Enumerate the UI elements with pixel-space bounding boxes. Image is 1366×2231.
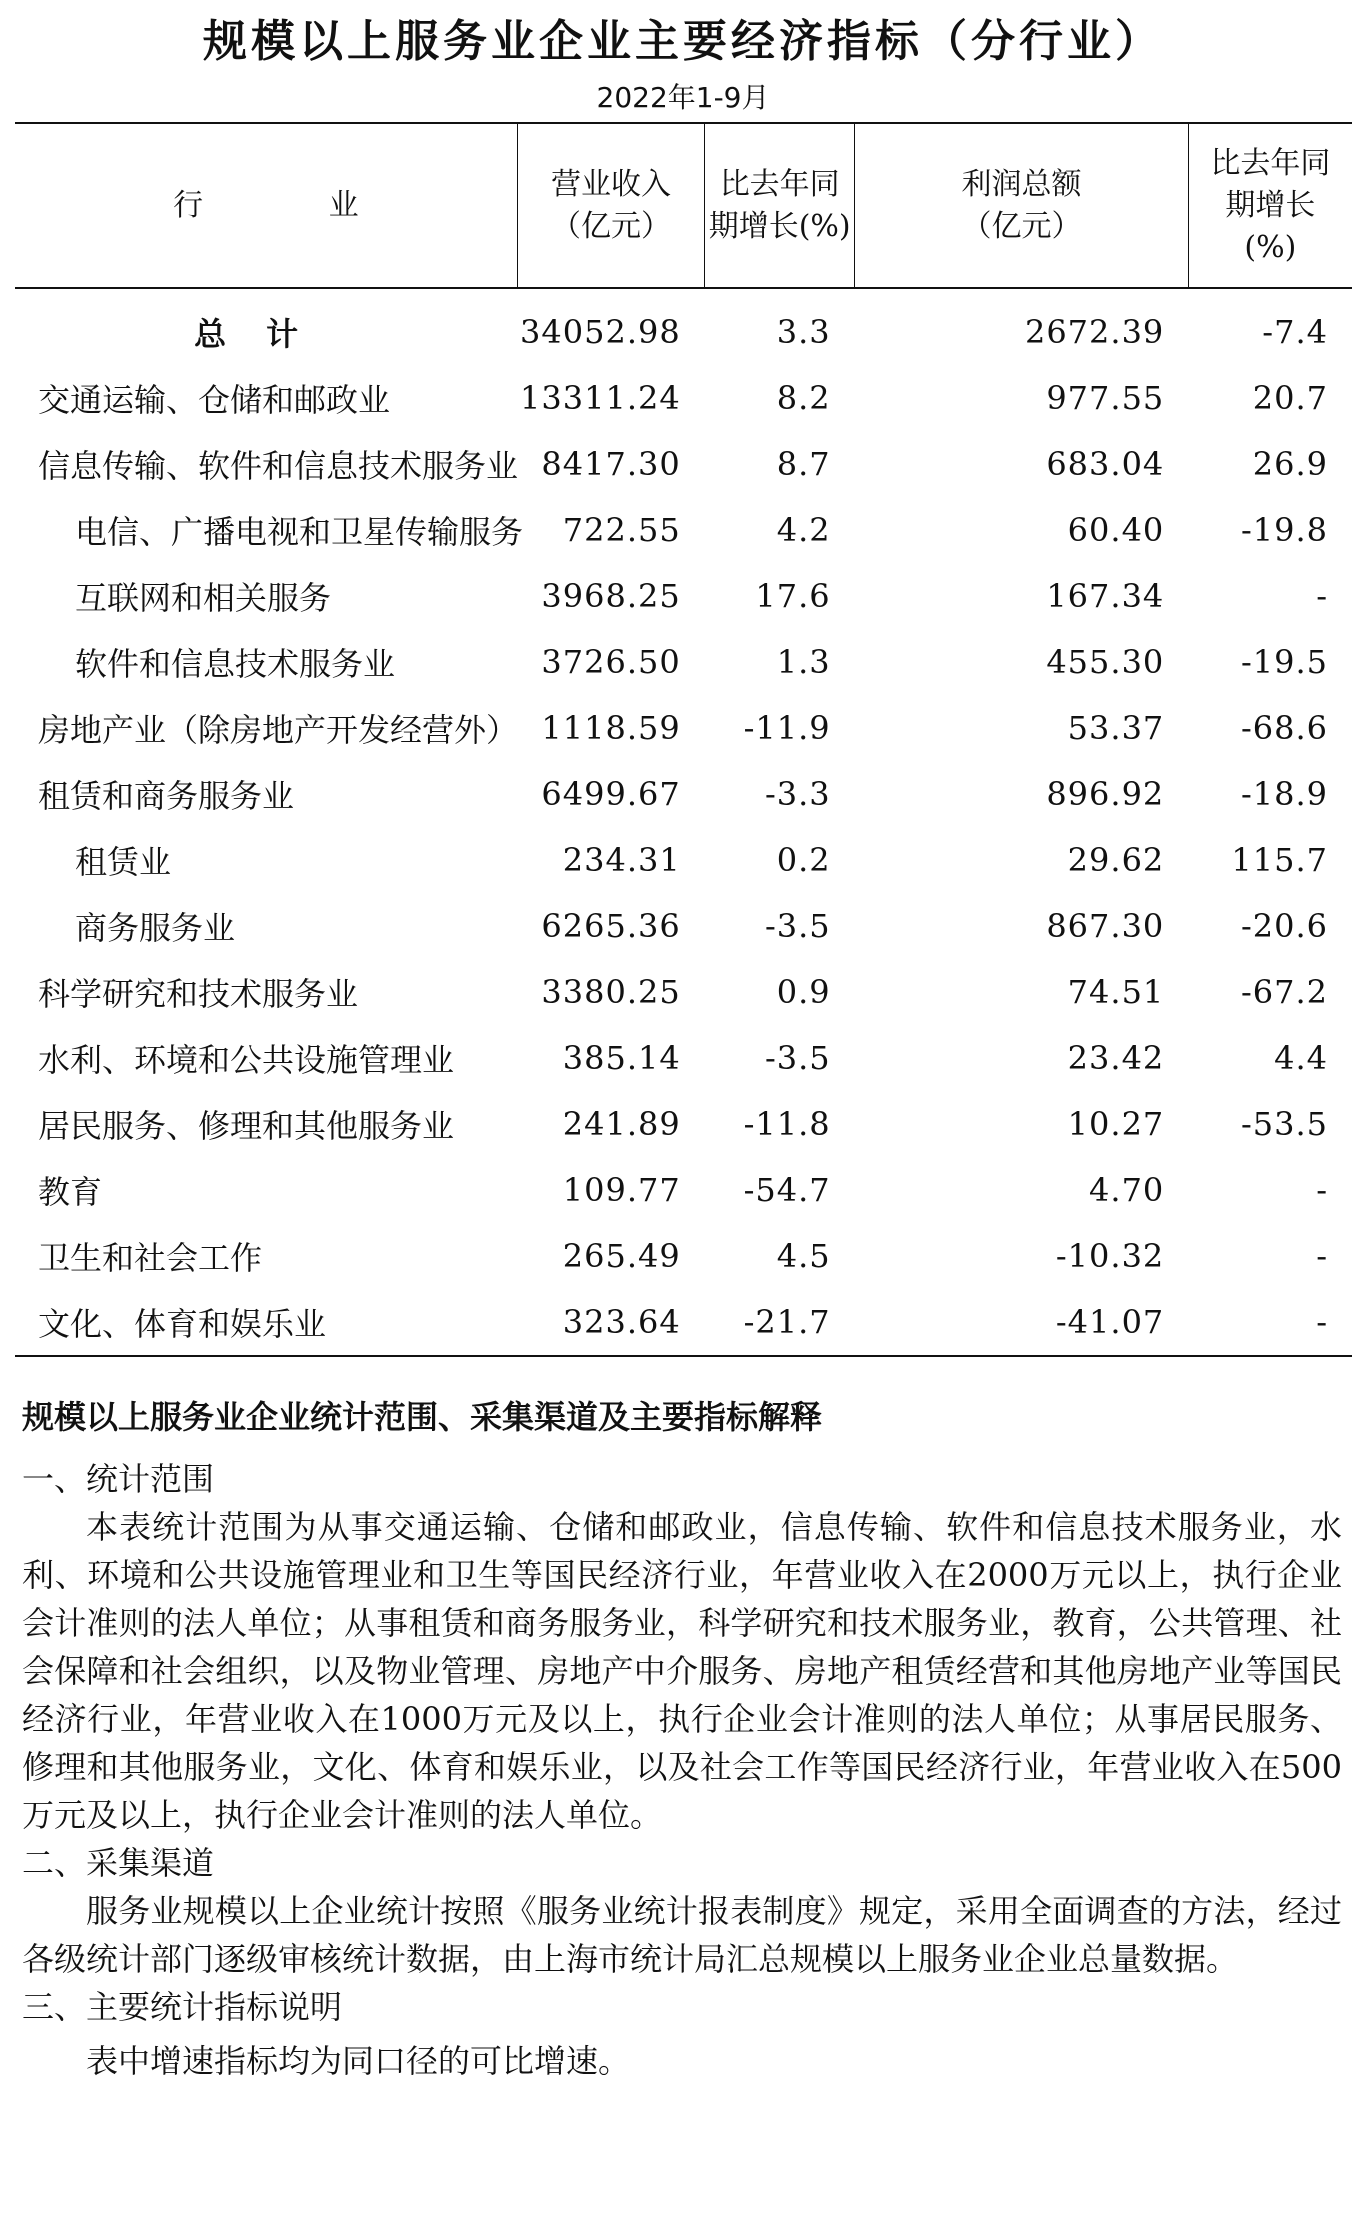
profit-growth-cell: - [1188, 1289, 1352, 1356]
revenue-growth-cell: 4.5 [776, 1237, 831, 1275]
profit-growth-cell: - [1316, 1171, 1328, 1209]
industry-name-cell: 租赁和商务服务业 [38, 777, 295, 815]
table-row [15, 893, 1352, 959]
table-row [15, 1289, 1352, 1356]
revenue-cell: 3968.25 [541, 577, 681, 615]
profit-cell: 455.30 [1046, 643, 1165, 681]
section-channel-heading: 二、采集渠道 [22, 1844, 215, 1882]
profit-cell: 896.92 [1046, 775, 1165, 813]
table-row [15, 563, 1352, 629]
revenue-cell: 234.31 [562, 841, 681, 879]
revenue-growth-cell: 0.9 [776, 973, 831, 1011]
revenue-growth-cell: -3.5 [764, 907, 831, 945]
table-row [15, 1157, 1352, 1223]
revenue-growth-cell: -11.8 [743, 1105, 831, 1143]
profit-cell: 167.34 [1046, 577, 1165, 615]
profit-growth-cell: -18.9 [1240, 775, 1328, 813]
revenue-growth-cell: 8.2 [776, 379, 831, 417]
profit-cell: 29.62 [1067, 841, 1165, 879]
industry-name-cell: 软件和信息技术服务业 [75, 645, 396, 683]
revenue-cell: 722.55 [562, 511, 681, 549]
header-profit-growth: 比去年同 期增长 (%) [1188, 123, 1352, 288]
industry-name-cell: 交通运输、仓储和邮政业 [38, 381, 391, 419]
profit-growth-cell: - [1316, 1237, 1328, 1275]
profit-growth-cell: 115.7 [1231, 841, 1328, 879]
industry-name-cell: 房地产业（除房地产开发经营外） [38, 711, 519, 749]
notes-section [22, 1395, 1342, 2085]
profit-cell: 60.40 [1067, 511, 1165, 549]
industry-name-cell: 电信、广播电视和卫星传输服务 [75, 513, 524, 551]
page-subtitle: 2022年1-9月 [596, 81, 770, 114]
revenue-cell: 8417.30 [541, 445, 681, 483]
revenue-cell: 6499.67 [541, 775, 681, 813]
table-row [15, 1091, 1352, 1157]
industry-name-cell: 卫生和社会工作 [38, 1239, 263, 1277]
revenue-cell: 3380.25 [541, 973, 681, 1011]
revenue-growth-cell: 17.6 [755, 577, 831, 615]
revenue-growth-cell: -11.9 [743, 709, 831, 747]
industry-name-cell: 总计 [194, 315, 339, 353]
header-industry: 行 业 [15, 123, 517, 288]
profit-growth-cell: 20.7 [1252, 379, 1328, 417]
revenue-growth-cell: 3.3 [776, 313, 831, 351]
header-revenue-growth: 比去年同 期增长(%) [705, 123, 855, 288]
profit-cell: 74.51 [1067, 973, 1165, 1011]
profit-cell: 23.42 [1067, 1039, 1165, 1077]
profit-cell: 683.04 [1046, 445, 1165, 483]
header-revenue: 营业收入 （亿元） [517, 123, 704, 288]
industry-name-cell: 教育 [38, 1173, 103, 1211]
page-title: 规模以上服务业企业主要经济指标（分行业） [203, 16, 1163, 67]
table-row-total [15, 288, 1352, 365]
section-indicator-text: 表中增速指标均为同口径的可比增速。 [86, 2042, 631, 2080]
section-channel-text: 服务业规模以上企业统计按照《服务业统计报表制度》规定，采用全面调查的方法，经过各级统计部门逐级审核统计数据，由上海市统计局汇总规模以上服务业企业总量数据。 [22, 1892, 1342, 1978]
profit-growth-cell: 26.9 [1252, 445, 1328, 483]
profit-growth-cell: -20.6 [1240, 907, 1328, 945]
revenue-cell: 385.14 [562, 1039, 681, 1077]
revenue-growth-cell: -21.7 [705, 1289, 855, 1356]
profit-cell: 10.27 [1067, 1105, 1165, 1143]
revenue-growth-cell: 4.2 [776, 511, 831, 549]
revenue-cell: 109.77 [562, 1171, 681, 1209]
industry-name-cell: 信息传输、软件和信息技术服务业 [38, 447, 519, 485]
table-row [15, 1223, 1352, 1289]
revenue-cell: 6265.36 [541, 907, 681, 945]
table-row [15, 629, 1352, 695]
revenue-growth-cell: 8.7 [776, 445, 831, 483]
profit-cell: 977.55 [1046, 379, 1165, 417]
industry-name-cell: 居民服务、修理和其他服务业 [38, 1107, 455, 1145]
revenue-growth-cell: 0.2 [776, 841, 831, 879]
revenue-cell: 1118.59 [541, 709, 681, 747]
table-row [15, 695, 1352, 761]
table-row [15, 365, 1352, 431]
profit-growth-cell: -19.5 [1240, 643, 1328, 681]
table-row [15, 761, 1352, 827]
revenue-cell: 13311.24 [520, 379, 681, 417]
profit-cell: 2672.39 [1024, 313, 1165, 351]
revenue-growth-cell: 1.3 [776, 643, 831, 681]
revenue-growth-cell: -54.7 [743, 1171, 831, 1209]
profit-cell: 867.30 [1046, 907, 1165, 945]
industry-name-cell: 文化、体育和娱乐业 [15, 1289, 517, 1356]
header-profit: 利润总额 （亿元） [855, 123, 1189, 288]
table-row [15, 497, 1352, 563]
industry-name-cell: 互联网和相关服务 [75, 579, 332, 617]
revenue-growth-cell: -3.5 [764, 1039, 831, 1077]
table-row [15, 827, 1352, 893]
section-scope-text: 本表统计范围为从事交通运输、仓储和邮政业，信息传输、软件和信息技术服务业，水利、环境和公共设施管理业和卫生等国民经济行业，年营业收入在2000万元以上，执行企业会计准则的法人单位；从事租赁和商务服务业，科学研究和技术服务业，教育，公共管理、社会保障和社会组织，以及物业管理、房地产中介服务、房地产租赁经营和其他房地产业等国民经济行业，年营业收入在1000万元及以上，执行企业会计准则的法人单位；从事居民服务、修理和其他服务业，文化、体育和娱乐业，以及社会工作等国民经济行业，年营业收入在500万元及以上，执行企业会计准则的法人单位。 [22, 1508, 1342, 1834]
table-row [15, 959, 1352, 1025]
table-row [15, 431, 1352, 497]
revenue-cell: 265.49 [562, 1237, 681, 1275]
profit-cell: 4.70 [1089, 1171, 1165, 1209]
profit-growth-cell: -53.5 [1240, 1105, 1328, 1143]
revenue-cell: 3726.50 [541, 643, 681, 681]
section-scope-heading: 一、统计范围 [22, 1460, 215, 1498]
revenue-cell: 34052.98 [520, 313, 681, 351]
revenue-cell: 323.64 [517, 1289, 704, 1356]
table-header-row [15, 123, 1352, 288]
industry-name-cell: 水利、环境和公共设施管理业 [38, 1041, 455, 1079]
revenue-growth-cell: -3.3 [764, 775, 831, 813]
revenue-cell: 241.89 [562, 1105, 681, 1143]
profit-cell: 53.37 [1067, 709, 1165, 747]
industry-name-cell: 科学研究和技术服务业 [38, 975, 359, 1013]
profit-growth-cell: -7.4 [1262, 313, 1328, 351]
profit-growth-cell: -19.8 [1240, 511, 1328, 549]
industry-name-cell: 商务服务业 [75, 909, 236, 947]
profit-growth-cell: -68.6 [1240, 709, 1328, 747]
profit-cell: -41.07 [855, 1289, 1189, 1356]
notes-title: 规模以上服务业企业统计范围、采集渠道及主要指标解释 [22, 1398, 823, 1436]
section-indicator-heading: 三、主要统计指标说明 [22, 1988, 343, 2026]
industry-name-cell: 租赁业 [75, 843, 172, 881]
profit-growth-cell: -67.2 [1240, 973, 1328, 1011]
profit-cell: -10.32 [1055, 1237, 1165, 1275]
indicators-table [15, 122, 1352, 1357]
table-row [15, 1025, 1352, 1091]
profit-growth-cell: 4.4 [1274, 1039, 1328, 1077]
profit-growth-cell: - [1316, 577, 1328, 615]
